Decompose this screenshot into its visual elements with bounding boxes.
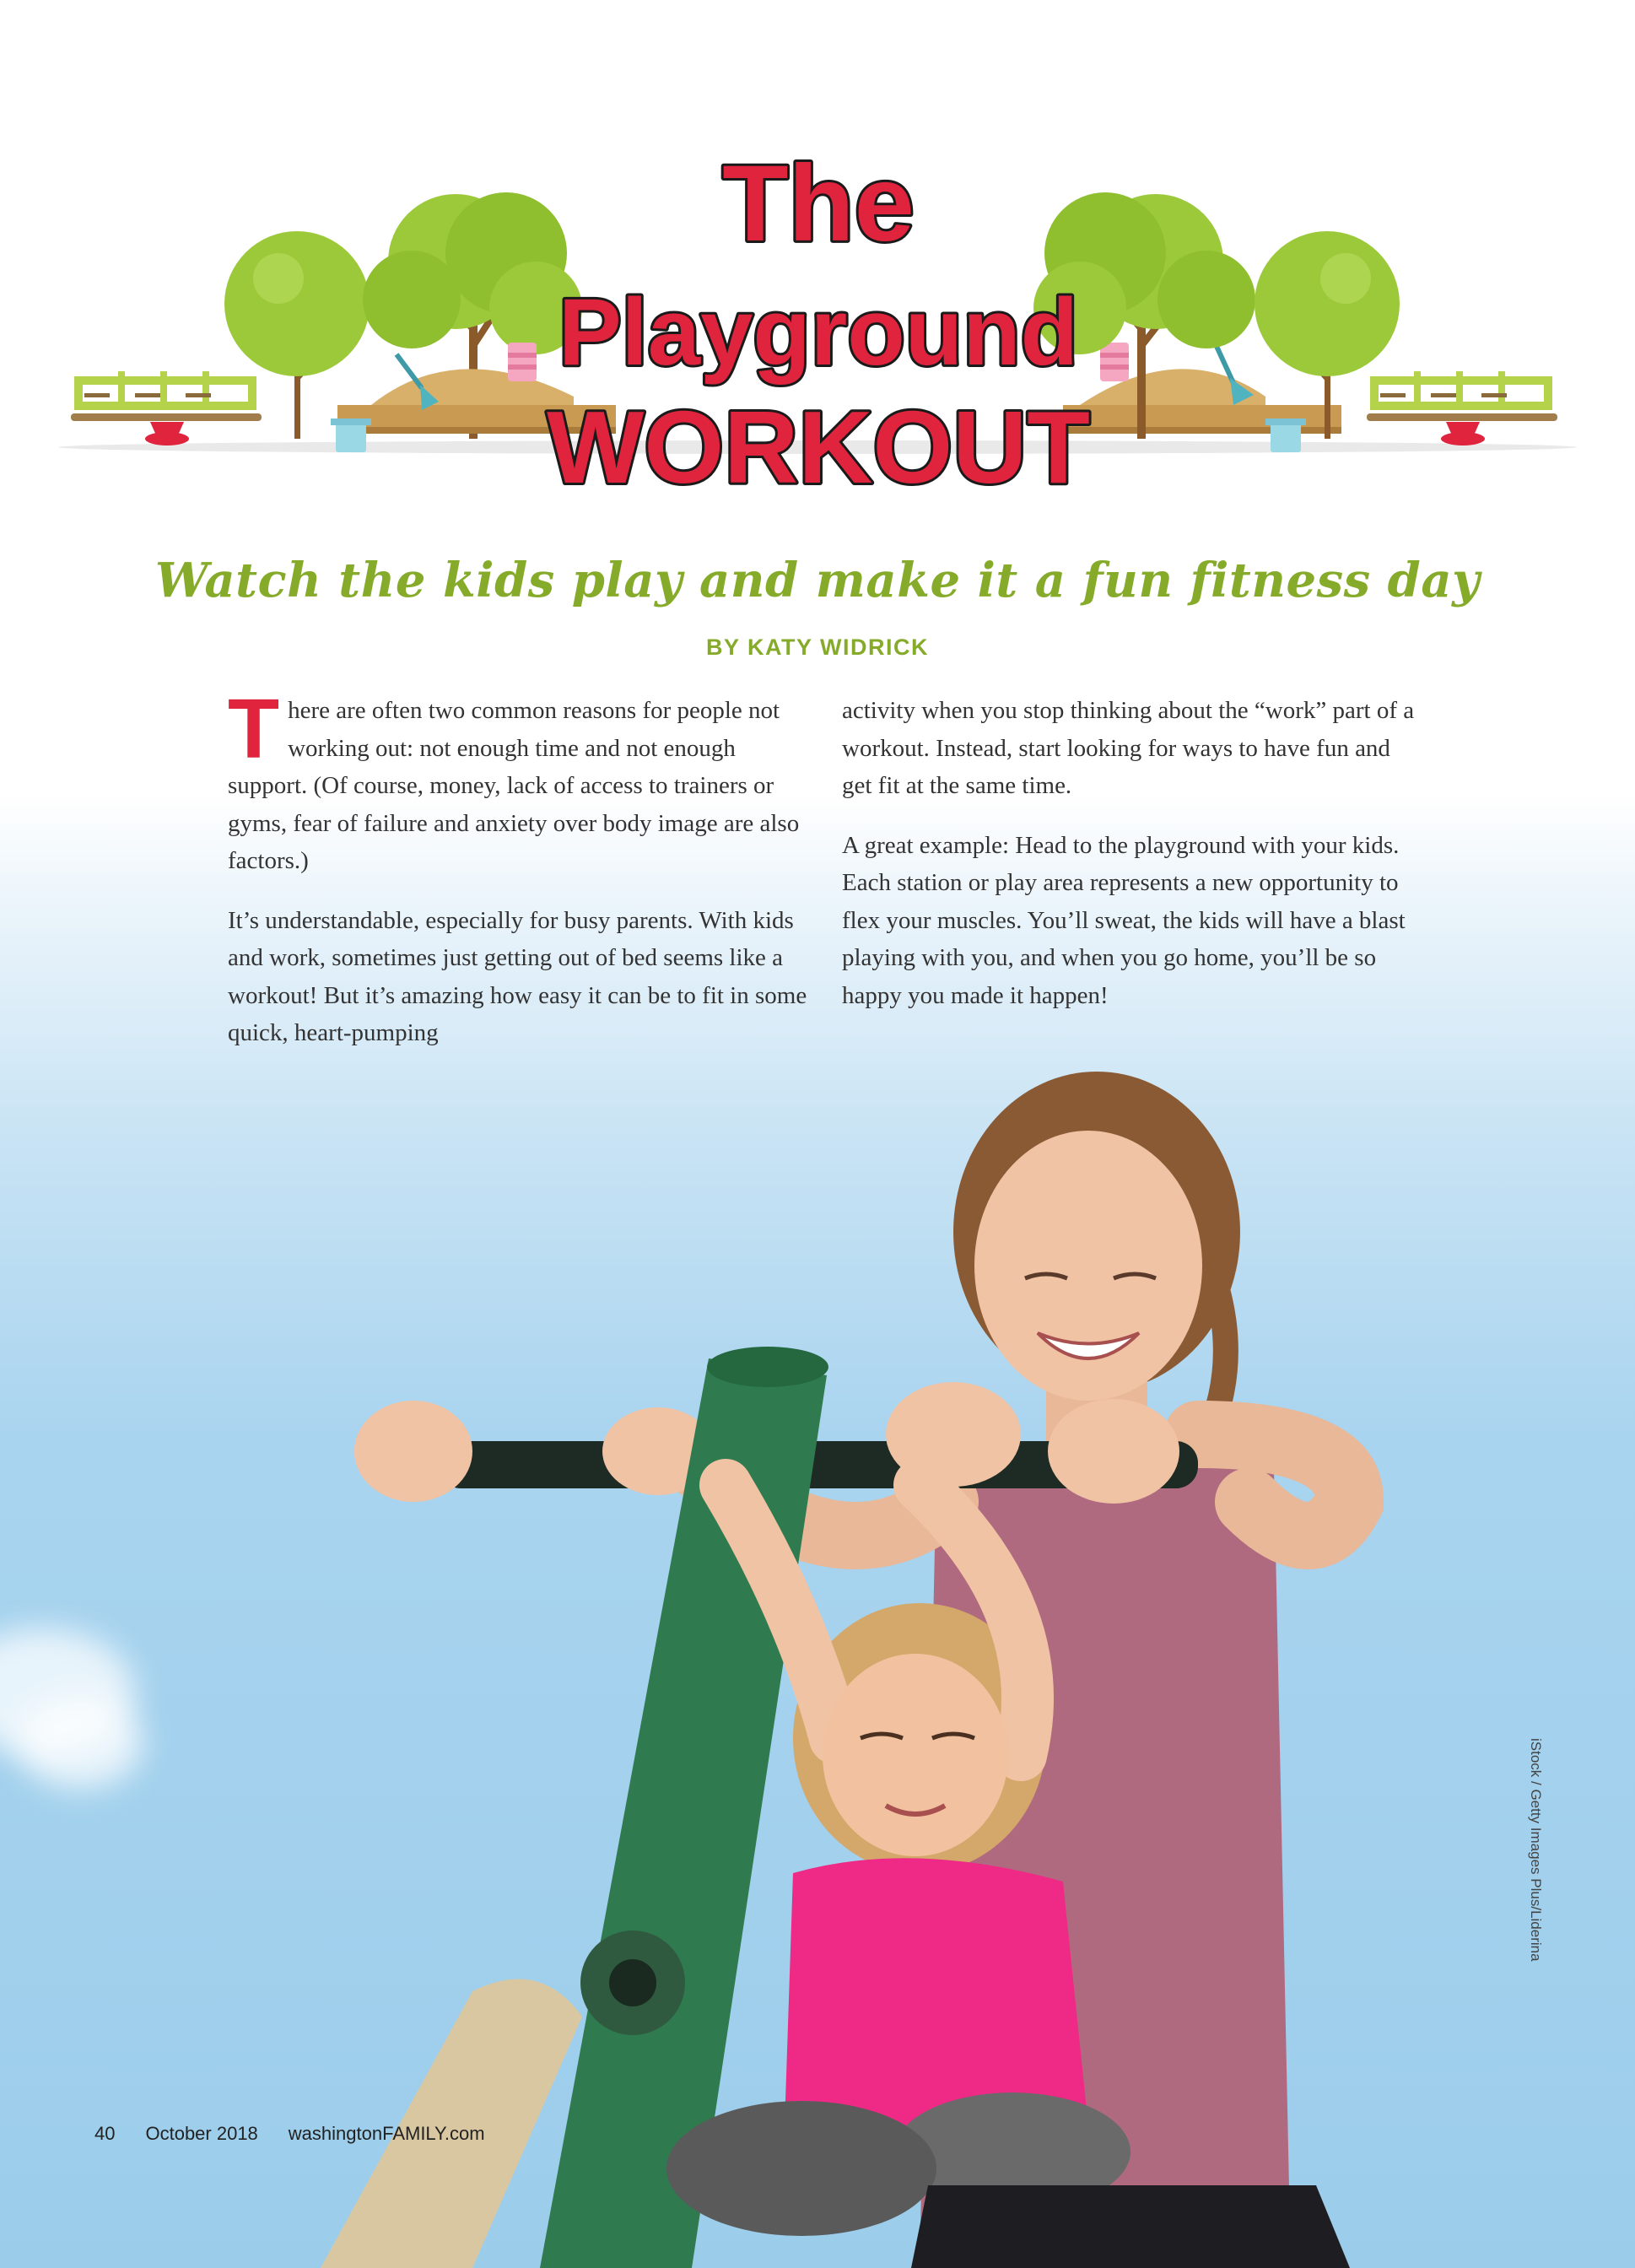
title-line-playground: Playground (558, 279, 1079, 385)
seesaw-left-icon (71, 371, 262, 446)
paragraph: activity when you stop thinking about the “work” part of a workout. Instead, start looking for ways to have fun and get fit at the same time. (842, 697, 1415, 799)
mother-daughter-photo (0, 1063, 1635, 2268)
seesaw-right-icon (1367, 371, 1557, 446)
article-subtitle: Watch the kids play and make it a fun fitness day (154, 553, 1481, 608)
page-footer (94, 2123, 485, 2145)
page-number: 40 (94, 2123, 116, 2144)
paragraph (228, 682, 810, 880)
paragraph: It’s understandable, especially for busy parents. With kids and work, sometimes just getting out of bed seems like a workout! But it’s amazing how easy it can be to fit in some quick, heart-pumping (228, 906, 807, 1046)
drop-cap: T (228, 682, 280, 776)
title-line-the: The (722, 143, 915, 264)
article-column-right (842, 692, 1424, 1036)
website: washingtonFAMILY.com (288, 2123, 485, 2144)
paragraph-text: here are often two common reasons for people not working out: not enough time and not enough support. (Of course, money, lack of access to trainers or gyms, fear of failure and anxiety over body image are also factors.) (228, 697, 800, 874)
byline: BY KATY WIDRICK (705, 634, 929, 660)
article-column-left (228, 682, 810, 1074)
issue-date: October 2018 (145, 2123, 258, 2144)
paragraph: A great example: Head to the playground with your kids. Each station or play area represents a new opportunity to flex your muscles. You’ll sweat, the kids will have a blast playing with you, and when you go home, you’ll be so happy you made it happen! (842, 831, 1406, 1009)
photo-credit (1519, 1738, 1552, 2244)
photo-credit-text: iStock / Getty Images Plus/Liderina (1528, 1738, 1544, 1962)
title-line-workout: WORKOUT (547, 390, 1090, 505)
article-title (472, 143, 1164, 515)
